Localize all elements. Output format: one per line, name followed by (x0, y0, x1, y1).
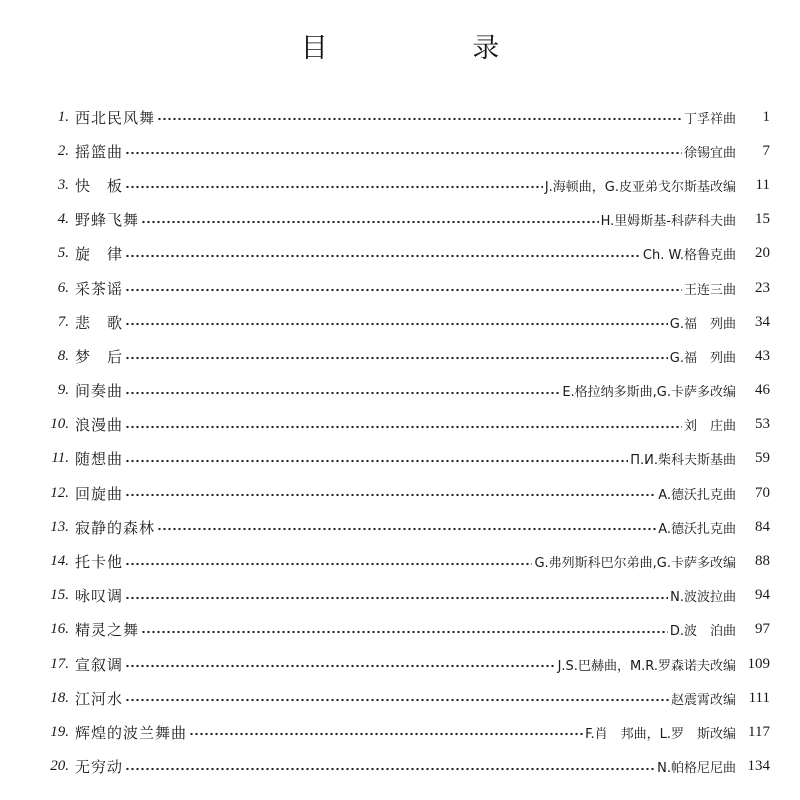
entry-composer: N.帕格尼尼曲 (657, 761, 736, 777)
entry-composer: G.福 列曲 (669, 350, 736, 366)
entry-page: 134 (747, 758, 770, 775)
dot-leader (125, 253, 641, 259)
entry-number: 11. (51, 450, 69, 467)
toc-entry (30, 339, 770, 373)
entry-number: 6. (57, 279, 69, 296)
toc-entry (30, 681, 770, 715)
toc-entry (30, 168, 770, 202)
entry-page: 59 (755, 450, 770, 467)
entry-page: 11 (755, 176, 770, 193)
entry-composer: D.波 泊曲 (669, 624, 736, 640)
dot-leader (157, 116, 682, 122)
entry-title: 浪漫曲 (75, 416, 124, 435)
dot-leader (125, 184, 543, 190)
entry-title: 托卡他 (75, 553, 124, 572)
entry-composer: П.И.柴科夫斯基曲 (630, 453, 736, 469)
toc-entry (30, 510, 770, 544)
dot-leader (125, 355, 668, 361)
dot-leader (125, 595, 668, 601)
dot-leader (125, 150, 682, 156)
entry-composer: J.S.巴赫曲，M.R.罗森诺夫改编 (557, 658, 736, 674)
dot-leader (141, 219, 599, 225)
entry-page: 97 (755, 621, 770, 638)
entry-page: 117 (748, 723, 770, 740)
toc-entry (30, 647, 770, 681)
dot-leader (125, 492, 656, 498)
entry-composer: F.肖 邦曲，L.罗 斯改编 (585, 726, 736, 742)
toc-entry (30, 100, 770, 134)
entry-number: 19. (50, 723, 69, 740)
entry-number: 3. (57, 176, 69, 193)
entry-number: 20. (50, 758, 69, 775)
toc-entry (30, 271, 770, 305)
entry-composer: E.格拉纳多斯曲,G.卡萨多改编 (562, 385, 736, 401)
page-title: 目 录 (300, 33, 568, 64)
dot-leader (189, 731, 583, 737)
entry-composer: 刘 庄曲 (683, 419, 736, 435)
entry-title: 野蜂飞舞 (75, 211, 140, 230)
entry-composer: 徐锡宜曲 (683, 145, 736, 161)
entry-number: 10. (50, 416, 69, 433)
entry-page: 84 (755, 518, 770, 535)
entry-title: 西北民风舞 (75, 108, 156, 127)
entry-composer: G.弗列斯科巴尔弟曲,G.卡萨多改编 (534, 556, 736, 572)
entry-page: 88 (755, 553, 770, 570)
entry-title: 采茶谣 (75, 279, 124, 298)
toc-entry (30, 544, 770, 578)
entry-title: 江河水 (75, 689, 124, 708)
entry-composer: H.里姆斯基-科萨科夫曲 (600, 214, 736, 230)
entry-title: 辉煌的波兰舞曲 (75, 723, 188, 742)
entry-title: 快 板 (75, 176, 124, 195)
entry-page: 46 (755, 382, 770, 399)
entry-page: 34 (755, 313, 770, 330)
entry-title: 间奏曲 (75, 382, 124, 401)
entry-title: 梦 后 (75, 347, 124, 366)
entry-number: 14. (50, 553, 69, 570)
toc-entry (30, 442, 770, 476)
toc-entry (30, 476, 770, 510)
entry-title: 咏叹调 (75, 587, 124, 606)
entry-composer: J.海顿曲，G.皮亚弟戈尔斯基改编 (544, 179, 736, 195)
entry-title: 随想曲 (75, 450, 124, 469)
toc-entry (30, 715, 770, 749)
entry-title: 无穷动 (75, 758, 124, 777)
dot-leader (125, 287, 682, 293)
entry-number: 12. (50, 484, 69, 501)
toc-list (30, 100, 770, 784)
dot-leader (125, 321, 668, 327)
entry-number: 2. (57, 142, 69, 159)
entry-page: 20 (755, 245, 770, 262)
entry-page: 111 (748, 689, 770, 706)
entry-number: 5. (57, 245, 69, 262)
dot-leader (141, 629, 668, 635)
entry-number: 13. (50, 518, 69, 535)
dot-leader (125, 697, 669, 703)
toc-entry (30, 374, 770, 408)
toc-entry (30, 750, 770, 784)
entry-composer: G.福 列曲 (669, 316, 736, 332)
dot-leader (125, 663, 556, 669)
entry-page: 7 (762, 142, 770, 159)
entry-number: 16. (50, 621, 69, 638)
entry-page: 94 (755, 587, 770, 604)
entry-number: 1. (57, 108, 69, 125)
entry-number: 15. (50, 587, 69, 604)
dot-leader (125, 766, 655, 772)
entry-number: 8. (57, 347, 69, 364)
dot-leader (157, 526, 656, 532)
entry-page: 53 (755, 416, 770, 433)
entry-composer: A.德沃扎克曲 (658, 487, 736, 503)
entry-composer: Ch. W.格鲁克曲 (642, 248, 736, 264)
entry-title: 回旋曲 (75, 484, 124, 503)
entry-composer: 丁孚祥曲 (683, 111, 736, 127)
entry-page: 70 (755, 484, 770, 501)
entry-title: 宣叙调 (75, 655, 124, 674)
entry-title: 寂静的森林 (75, 518, 156, 537)
entry-composer: A.德沃扎克曲 (658, 521, 736, 537)
entry-page: 23 (755, 279, 770, 296)
entry-composer: 赵震霄改编 (670, 692, 736, 708)
entry-title: 摇篮曲 (75, 142, 124, 161)
entry-number: 9. (57, 382, 69, 399)
dot-leader (125, 458, 628, 464)
toc-entry (30, 613, 770, 647)
toc-entry (30, 305, 770, 339)
entry-composer: 王连三曲 (683, 282, 736, 298)
entry-number: 18. (50, 689, 69, 706)
entry-page: 109 (747, 655, 770, 672)
entry-title: 精灵之舞 (75, 621, 140, 640)
dot-leader (125, 561, 532, 567)
entry-composer: N.波波拉曲 (670, 590, 736, 606)
toc-entry (30, 579, 770, 613)
entry-number: 7. (57, 313, 69, 330)
entry-page: 15 (755, 211, 770, 228)
entry-number: 17. (50, 655, 69, 672)
entry-title: 悲 歌 (75, 313, 124, 332)
entry-page: 1 (762, 108, 770, 125)
toc-entry (30, 237, 770, 271)
toc-entry (30, 203, 770, 237)
dot-leader (125, 390, 560, 396)
entry-page: 43 (755, 347, 770, 364)
toc-entry (30, 134, 770, 168)
toc-entry (30, 408, 770, 442)
dot-leader (125, 424, 682, 430)
entry-number: 4. (57, 211, 69, 228)
entry-title: 旋 律 (75, 245, 124, 264)
